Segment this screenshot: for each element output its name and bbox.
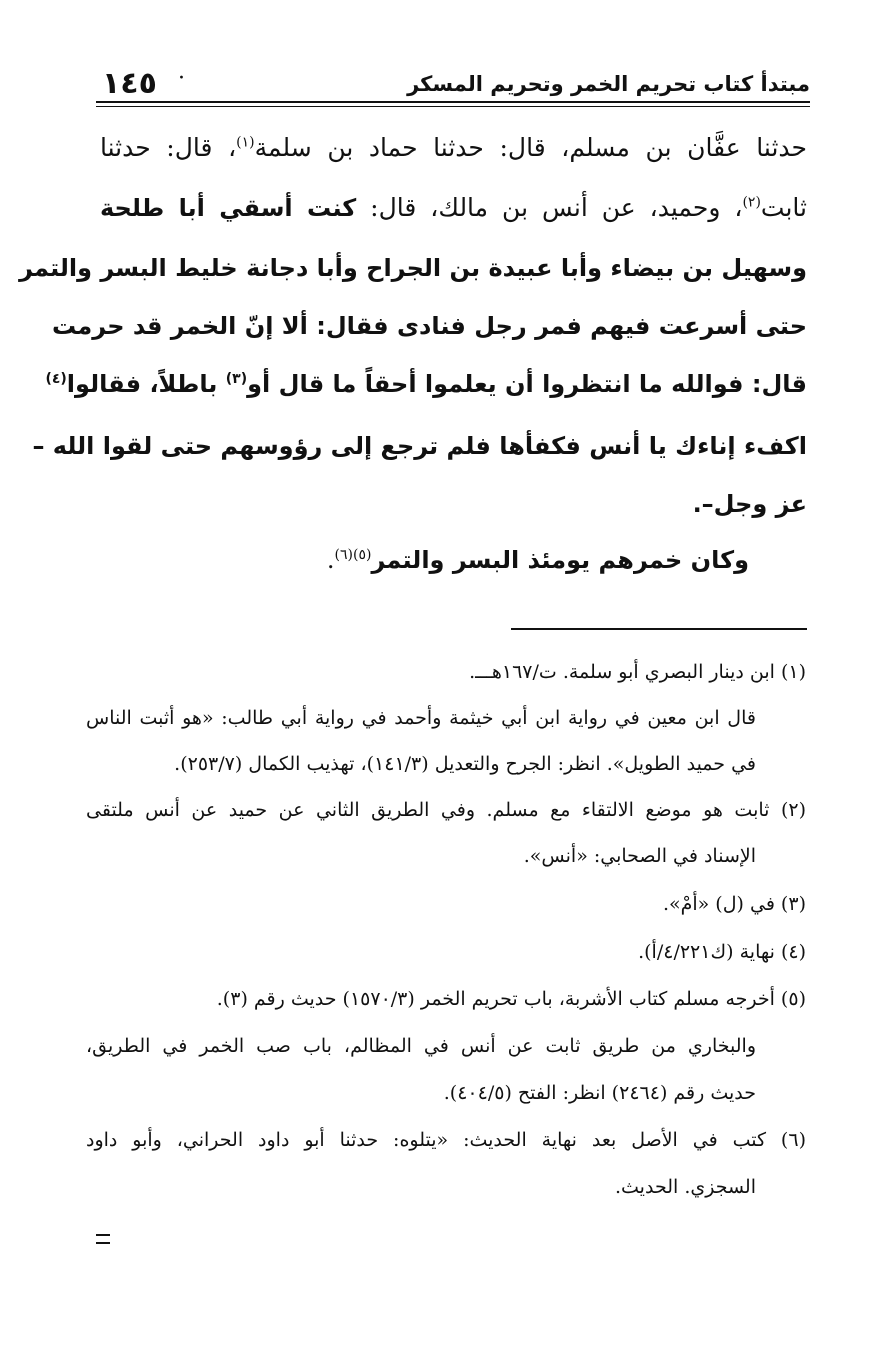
footnote-line: (١) ابن دينار البصري أبو سلمة. ت/١٦٧هـــ. xyxy=(469,661,806,683)
page-number: ١٤٥ xyxy=(102,66,157,101)
text-line-8: وكان خمرهم يومئذ البسر والتمر$^{(٥)(٦)}$. xyxy=(326,546,749,574)
running-header xyxy=(96,62,810,102)
footnote-line: قال ابن معين في رواية ابن أبي خيثمة وأحمد في رواية أبي طالب: «هو أثبت الناس xyxy=(86,707,756,729)
header-dot: · xyxy=(178,66,185,91)
text-line-4: حتى أسرعت فيهم فمر رجل فنادى فقال: ألا إنّ الخمر قد حرمت xyxy=(52,312,807,340)
footnote-line: والبخاري من طريق ثابت عن أنس في المظالم، باب صب الخمر في الطريق، xyxy=(86,1035,756,1057)
header-rule-thin xyxy=(96,106,810,107)
footnote-line: (٤) نهاية (ك٤/٢٢١/أ). xyxy=(638,941,806,963)
footnote-ref: (٣) xyxy=(225,371,248,387)
text-line-7: عز وجل–. xyxy=(692,490,807,518)
text-line-5: قال: فوالله ما انتظروا أن يعلموا أحقاً ما قال أو$^{(٣)}$ باطلاً، فقالوا$^{(٤)}$ xyxy=(45,370,807,398)
footnote-ref: (٥)(٦) xyxy=(334,547,372,563)
footnote-line: (٣) في (ل) «أمْ». xyxy=(662,893,806,915)
footnote-line: الإسناد في الصحابي: «أنس». xyxy=(523,845,756,867)
footnote-line: (٢) ثابت هو موضع الالتقاء مع مسلم. وفي الطريق الثاني عن حميد عن أنس ملتقى xyxy=(86,799,806,821)
footnote-line: حديث رقم (٢٤٦٤) انظر: الفتح (٤٠٤/٥). xyxy=(443,1082,756,1104)
text-line-1: حدثنا عفَّان بن مسلم، قال: حدثنا حماد بن سلمة$^{(١)}$، قال: حدثنا xyxy=(100,133,807,162)
text-line-3: وسهيل بن بيضاء وأبا عبيدة بن الجراح وأبا دجانة خليط البسر والتمر xyxy=(19,254,807,282)
header-title: مبتدأ كتاب تحريم الخمر وتحريم المسكر xyxy=(407,72,810,96)
footnote-ref: (١) xyxy=(236,134,255,151)
header-rule xyxy=(96,101,810,103)
footnote-separator xyxy=(511,628,807,630)
footnote-line: (٥) أخرجه مسلم كتاب الأشربة، باب تحريم الخمر (١٥٧٠/٣) حديث رقم (٣). xyxy=(216,988,806,1010)
footnote-ref: (٢) xyxy=(742,194,761,211)
end-mark xyxy=(96,1234,110,1244)
footnote-line: (٦) كتب في الأصل بعد نهاية الحديث: «يتلوه: حدثنا أبو داود الحراني، وأبو داود xyxy=(86,1129,806,1151)
text-line-6: اكفء إناءك يا أنس فكفأها فلم ترجع إلى رؤوسهم حتى لقوا الله – xyxy=(32,432,807,460)
text-line-2: ثابت$^{(٢)}$، وحميد، عن أنس بن مالك، قال: كنت أسقي أبا طلحة xyxy=(100,193,807,222)
footnote-line: السجزي. الحديث. xyxy=(614,1176,756,1198)
footnote-ref: (٤) xyxy=(45,371,67,387)
footnote-line: في حميد الطويل». انظر: الجرح والتعديل (١٤١/٣)، تهذيب الكمال (٢٥٣/٧). xyxy=(174,753,756,775)
